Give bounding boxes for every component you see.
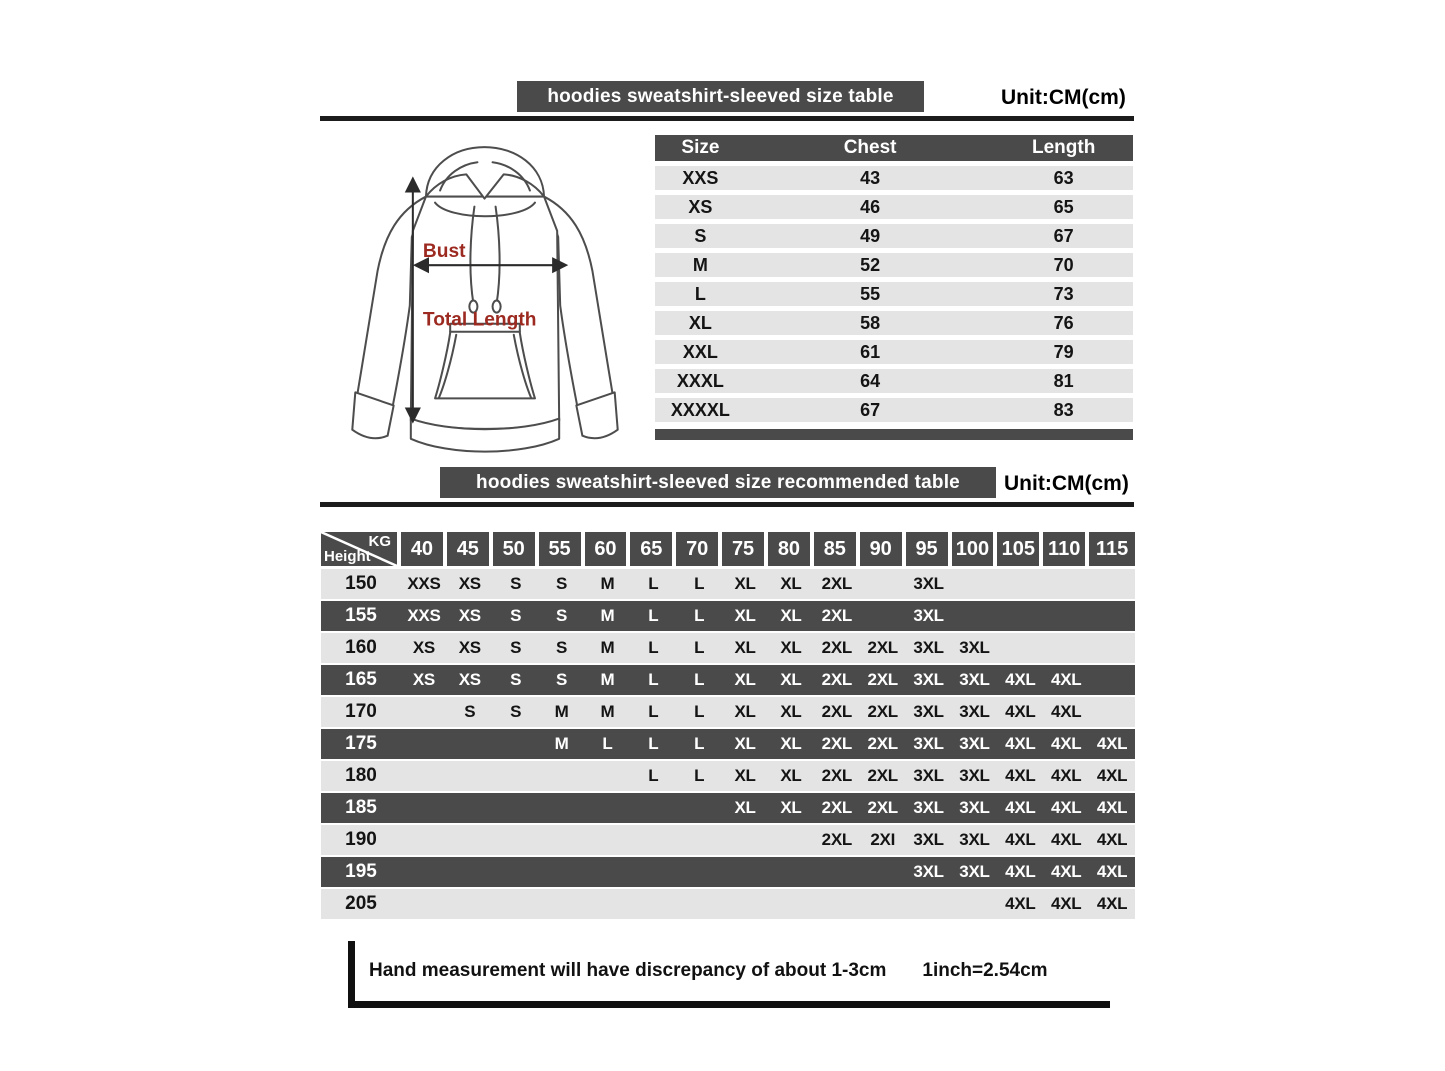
length-cell: 70 bbox=[1053, 254, 1074, 275]
recommended-size-cell: XS bbox=[412, 670, 435, 689]
recommended-size-cell: XXS bbox=[407, 606, 441, 625]
recommended-row bbox=[321, 857, 1135, 887]
weight-header-cell: 95 bbox=[906, 532, 948, 566]
recommended-size-cell: L bbox=[648, 574, 659, 593]
recommended-size-cell: 3XL bbox=[913, 638, 944, 657]
height-label-cell: 205 bbox=[345, 893, 377, 914]
recommended-size-cell: 4XL bbox=[1005, 830, 1036, 849]
recommended-size-cell: XS bbox=[458, 574, 481, 593]
recommended-table-body bbox=[321, 569, 1135, 919]
recommended-size-cell: XS bbox=[458, 670, 481, 689]
recommended-size-cell: XS bbox=[412, 638, 435, 657]
recommended-size-cell: L bbox=[648, 606, 659, 625]
weight-header-cell: 50 bbox=[493, 532, 535, 566]
bust-label: Bust bbox=[422, 241, 466, 263]
height-label-cell: 190 bbox=[345, 829, 377, 850]
recommended-size-cell: S bbox=[510, 638, 522, 657]
length-cell: 65 bbox=[1053, 196, 1074, 217]
recommended-size-cell: L bbox=[694, 606, 705, 625]
recommended-row bbox=[321, 825, 1135, 855]
chest-cell: 55 bbox=[860, 283, 881, 304]
recommended-size-cell: XL bbox=[780, 574, 802, 593]
weight-header-cell: 60 bbox=[585, 532, 627, 566]
length-cell: 63 bbox=[1053, 167, 1074, 188]
size-table-header-row bbox=[655, 135, 1133, 161]
recommended-size-cell: 2XL bbox=[821, 606, 852, 625]
recommended-size-cell: 2XL bbox=[821, 574, 852, 593]
recommended-size-cell: 4XL bbox=[1005, 734, 1036, 753]
recommended-size-cell: 4XL bbox=[1096, 830, 1128, 849]
recommended-size-cell: XL bbox=[780, 734, 802, 753]
recommended-size-cell: 4XL bbox=[1051, 798, 1082, 817]
recommended-size-cell: 4XL bbox=[1051, 734, 1082, 753]
kg-height-corner-cell bbox=[321, 532, 397, 566]
hoodie-measurement-diagram bbox=[326, 136, 644, 464]
size-table-row bbox=[655, 282, 1133, 306]
size-cell: XXXL bbox=[676, 370, 724, 391]
recommended-size-cell: M bbox=[600, 574, 615, 593]
recommended-row bbox=[321, 665, 1135, 695]
middle-divider-rule bbox=[320, 502, 1134, 507]
recommended-size-cell: 4XL bbox=[1005, 670, 1036, 689]
recommended-size-cell: L bbox=[694, 574, 705, 593]
height-label-cell: 180 bbox=[345, 765, 377, 786]
size-table-row bbox=[655, 311, 1133, 335]
size-table-title: hoodies sweatshirt-sleeved size table bbox=[547, 85, 894, 107]
size-cell: XXL bbox=[682, 341, 718, 362]
weight-header-cell: 65 bbox=[630, 532, 672, 566]
recommended-size-cell: 3XL bbox=[959, 734, 990, 753]
corner-kg-label: KG bbox=[368, 533, 391, 550]
recommended-size-cell: L bbox=[694, 766, 705, 785]
recommended-size-cell: M bbox=[554, 702, 569, 721]
chest-cell: 61 bbox=[860, 341, 881, 362]
recommended-size-cell: 4XL bbox=[1096, 798, 1128, 817]
recommended-table-title-bar bbox=[440, 467, 996, 498]
recommended-size-cell: S bbox=[510, 574, 522, 593]
weight-header-cell: 115 bbox=[1089, 532, 1135, 566]
size-table-row bbox=[655, 398, 1133, 422]
recommended-size-cell: 4XL bbox=[1051, 670, 1082, 689]
corner-height-label: Height bbox=[324, 548, 371, 565]
length-cell: 81 bbox=[1053, 370, 1074, 391]
recommended-size-cell: XL bbox=[734, 766, 756, 785]
recommended-size-table bbox=[321, 532, 1135, 921]
chest-cell: 64 bbox=[860, 370, 881, 391]
height-label-cell: 175 bbox=[345, 733, 377, 754]
recommended-size-cell: 4XL bbox=[1005, 894, 1036, 913]
weight-header-cell: 45 bbox=[447, 532, 489, 566]
size-cell: XXXXL bbox=[670, 399, 730, 420]
size-table-row bbox=[655, 195, 1133, 219]
recommended-size-cell: XXS bbox=[407, 574, 441, 593]
chest-cell: 49 bbox=[860, 225, 881, 246]
recommended-size-cell: XL bbox=[734, 574, 756, 593]
size-table-bottom-bar bbox=[655, 429, 1133, 440]
recommended-size-cell: 3XL bbox=[959, 862, 990, 881]
hoodie-line-drawing-icon bbox=[326, 136, 644, 464]
length-cell: 83 bbox=[1053, 399, 1074, 420]
chest-column-header: Chest bbox=[843, 137, 897, 158]
recommended-row bbox=[321, 633, 1135, 663]
recommended-size-cell: 2XL bbox=[867, 702, 898, 721]
size-column-header: Size bbox=[681, 137, 720, 158]
recommended-size-cell: XS bbox=[458, 638, 481, 657]
size-table bbox=[655, 135, 1133, 440]
recommended-size-cell: XS bbox=[458, 606, 481, 625]
recommended-size-cell: M bbox=[600, 702, 615, 721]
length-cell: 79 bbox=[1053, 341, 1074, 362]
recommended-size-cell: L bbox=[694, 702, 705, 721]
recommended-size-cell: S bbox=[510, 702, 522, 721]
size-table-row bbox=[655, 166, 1133, 190]
size-table-row bbox=[655, 369, 1133, 393]
recommended-size-cell: 3XL bbox=[959, 702, 990, 721]
recommended-table-unit-label: Unit:CM(cm) bbox=[1004, 472, 1129, 495]
recommended-size-cell: XL bbox=[780, 670, 802, 689]
recommended-row bbox=[321, 729, 1135, 759]
recommended-size-cell: 2XL bbox=[867, 638, 898, 657]
weight-header-cell: 80 bbox=[768, 532, 810, 566]
weight-header-cell: 85 bbox=[814, 532, 856, 566]
recommended-size-cell: 3XL bbox=[959, 766, 990, 785]
recommended-size-cell: L bbox=[602, 734, 613, 753]
recommended-size-cell: 4XL bbox=[1096, 766, 1128, 785]
recommended-size-cell: M bbox=[554, 734, 569, 753]
recommended-size-cell: 4XL bbox=[1096, 894, 1128, 913]
recommended-row bbox=[321, 889, 1135, 919]
recommended-size-cell: XL bbox=[734, 734, 756, 753]
recommended-size-cell: 4XL bbox=[1096, 734, 1128, 753]
recommended-size-cell: L bbox=[694, 670, 705, 689]
recommended-size-cell: XL bbox=[780, 606, 802, 625]
recommended-size-cell: XL bbox=[734, 638, 756, 657]
recommended-size-cell: L bbox=[648, 734, 659, 753]
recommended-size-cell: 3XL bbox=[959, 830, 990, 849]
size-cell: XL bbox=[688, 312, 712, 333]
recommended-size-cell: S bbox=[464, 702, 476, 721]
recommended-size-cell: 4XL bbox=[1051, 830, 1082, 849]
recommended-size-cell: XL bbox=[780, 702, 802, 721]
recommended-size-cell: L bbox=[694, 734, 705, 753]
size-table-row bbox=[655, 340, 1133, 364]
recommended-size-cell: XL bbox=[780, 798, 802, 817]
total-length-label: Total Length bbox=[422, 309, 537, 331]
size-table-title-bar bbox=[517, 81, 924, 112]
recommended-size-cell: 3XL bbox=[913, 702, 944, 721]
length-cell: 73 bbox=[1053, 283, 1074, 304]
recommended-table-title: hoodies sweatshirt-sleeved size recommended table bbox=[476, 471, 960, 493]
weight-header-cell: 105 bbox=[997, 532, 1039, 566]
size-cell: M bbox=[692, 254, 708, 275]
height-label-cell: 170 bbox=[345, 701, 377, 722]
recommended-size-cell: 3XL bbox=[913, 798, 944, 817]
recommended-size-cell: 3XL bbox=[913, 766, 944, 785]
height-label-cell: 160 bbox=[345, 637, 377, 658]
recommended-size-cell: S bbox=[556, 606, 568, 625]
recommended-size-cell: XL bbox=[734, 670, 756, 689]
recommended-row bbox=[321, 601, 1135, 631]
recommended-size-cell: 4XL bbox=[1005, 702, 1036, 721]
recommended-size-cell: 2XI bbox=[870, 830, 895, 849]
measurement-discrepancy-note: Hand measurement will have discrepancy of about 1-3cm bbox=[369, 960, 887, 981]
recommended-size-cell: XL bbox=[734, 798, 756, 817]
recommended-size-cell: 4XL bbox=[1005, 766, 1036, 785]
weight-header-cell: 90 bbox=[860, 532, 902, 566]
weight-header-cell: 40 bbox=[401, 532, 443, 566]
recommended-size-cell: 2XL bbox=[821, 734, 852, 753]
recommended-row bbox=[321, 793, 1135, 823]
recommended-size-cell: S bbox=[556, 670, 568, 689]
size-table-body bbox=[655, 166, 1133, 422]
length-cell: 76 bbox=[1053, 312, 1074, 333]
recommended-size-cell: S bbox=[510, 606, 522, 625]
recommended-size-cell: L bbox=[648, 766, 659, 785]
size-cell: L bbox=[694, 283, 706, 304]
recommended-size-cell: 3XL bbox=[959, 670, 990, 689]
recommended-size-cell: 2XL bbox=[867, 766, 898, 785]
weight-header-cell: 75 bbox=[722, 532, 764, 566]
size-cell: S bbox=[694, 225, 707, 246]
recommended-size-cell: 3XL bbox=[913, 830, 944, 849]
recommended-row bbox=[321, 761, 1135, 791]
size-table-row bbox=[655, 224, 1133, 248]
recommended-size-cell: L bbox=[648, 638, 659, 657]
chest-cell: 67 bbox=[860, 399, 881, 420]
recommended-size-cell: XL bbox=[734, 606, 756, 625]
recommended-size-cell: S bbox=[556, 574, 568, 593]
recommended-size-cell: 2XL bbox=[821, 638, 852, 657]
length-column-header: Length bbox=[1032, 137, 1096, 158]
recommended-size-cell: M bbox=[600, 606, 615, 625]
weight-header-cell: 110 bbox=[1043, 532, 1085, 566]
size-table-unit-label: Unit:CM(cm) bbox=[1001, 86, 1126, 109]
recommended-size-cell: 3XL bbox=[959, 798, 990, 817]
recommended-size-cell: 4XL bbox=[1051, 862, 1082, 881]
height-label-cell: 150 bbox=[345, 573, 377, 594]
chest-cell: 52 bbox=[860, 254, 881, 275]
recommended-size-cell: 4XL bbox=[1005, 798, 1036, 817]
recommended-size-cell: L bbox=[648, 670, 659, 689]
inch-conversion-note: 1inch=2.54cm bbox=[922, 960, 1048, 981]
recommended-size-cell: XL bbox=[734, 702, 756, 721]
height-label-cell: 195 bbox=[345, 861, 377, 882]
recommended-size-cell: 3XL bbox=[913, 734, 944, 753]
recommended-size-cell: 3XL bbox=[913, 574, 944, 593]
recommended-size-cell: M bbox=[600, 670, 615, 689]
recommended-size-cell: 2XL bbox=[821, 830, 852, 849]
recommended-size-cell: 2XL bbox=[821, 766, 852, 785]
recommended-size-cell: 2XL bbox=[821, 798, 852, 817]
size-table-row bbox=[655, 253, 1133, 277]
recommended-size-cell: 3XL bbox=[913, 862, 944, 881]
size-cell: XXS bbox=[682, 167, 719, 188]
recommended-size-cell: 2XL bbox=[867, 798, 898, 817]
length-cell: 67 bbox=[1053, 225, 1074, 246]
recommended-size-cell: XL bbox=[780, 638, 802, 657]
recommended-size-cell: 2XL bbox=[821, 670, 852, 689]
recommended-size-cell: 4XL bbox=[1005, 862, 1036, 881]
recommended-size-cell: M bbox=[600, 638, 615, 657]
height-label-cell: 185 bbox=[345, 797, 377, 818]
recommended-table-header-row bbox=[321, 532, 1135, 566]
recommended-size-cell: 4XL bbox=[1051, 766, 1082, 785]
chest-cell: 43 bbox=[860, 167, 881, 188]
recommended-row bbox=[321, 569, 1135, 599]
recommended-row bbox=[321, 697, 1135, 727]
recommended-size-cell: XL bbox=[780, 766, 802, 785]
recommended-size-cell: 4XL bbox=[1096, 862, 1128, 881]
height-label-cell: 155 bbox=[345, 605, 377, 626]
recommended-size-cell: S bbox=[510, 670, 522, 689]
recommended-size-cell: 2XL bbox=[867, 734, 898, 753]
recommended-size-cell: 3XL bbox=[913, 606, 944, 625]
recommended-size-cell: 3XL bbox=[913, 670, 944, 689]
recommended-size-cell: 3XL bbox=[959, 638, 990, 657]
top-divider-rule bbox=[320, 116, 1134, 121]
weight-header-cell: 100 bbox=[952, 532, 994, 566]
chest-cell: 58 bbox=[860, 312, 881, 333]
recommended-size-cell: 4XL bbox=[1051, 894, 1082, 913]
recommended-size-cell: S bbox=[556, 638, 568, 657]
weight-header-cell: 70 bbox=[676, 532, 718, 566]
recommended-size-cell: 4XL bbox=[1051, 702, 1082, 721]
weight-header-cell: 55 bbox=[539, 532, 581, 566]
recommended-size-cell: 2XL bbox=[821, 702, 852, 721]
size-cell: XS bbox=[688, 196, 713, 217]
chest-cell: 46 bbox=[860, 196, 881, 217]
recommended-size-cell: L bbox=[648, 702, 659, 721]
height-label-cell: 165 bbox=[345, 669, 377, 690]
recommended-size-cell: L bbox=[694, 638, 705, 657]
footer-note bbox=[348, 941, 1110, 1008]
recommended-size-cell: 2XL bbox=[867, 670, 898, 689]
